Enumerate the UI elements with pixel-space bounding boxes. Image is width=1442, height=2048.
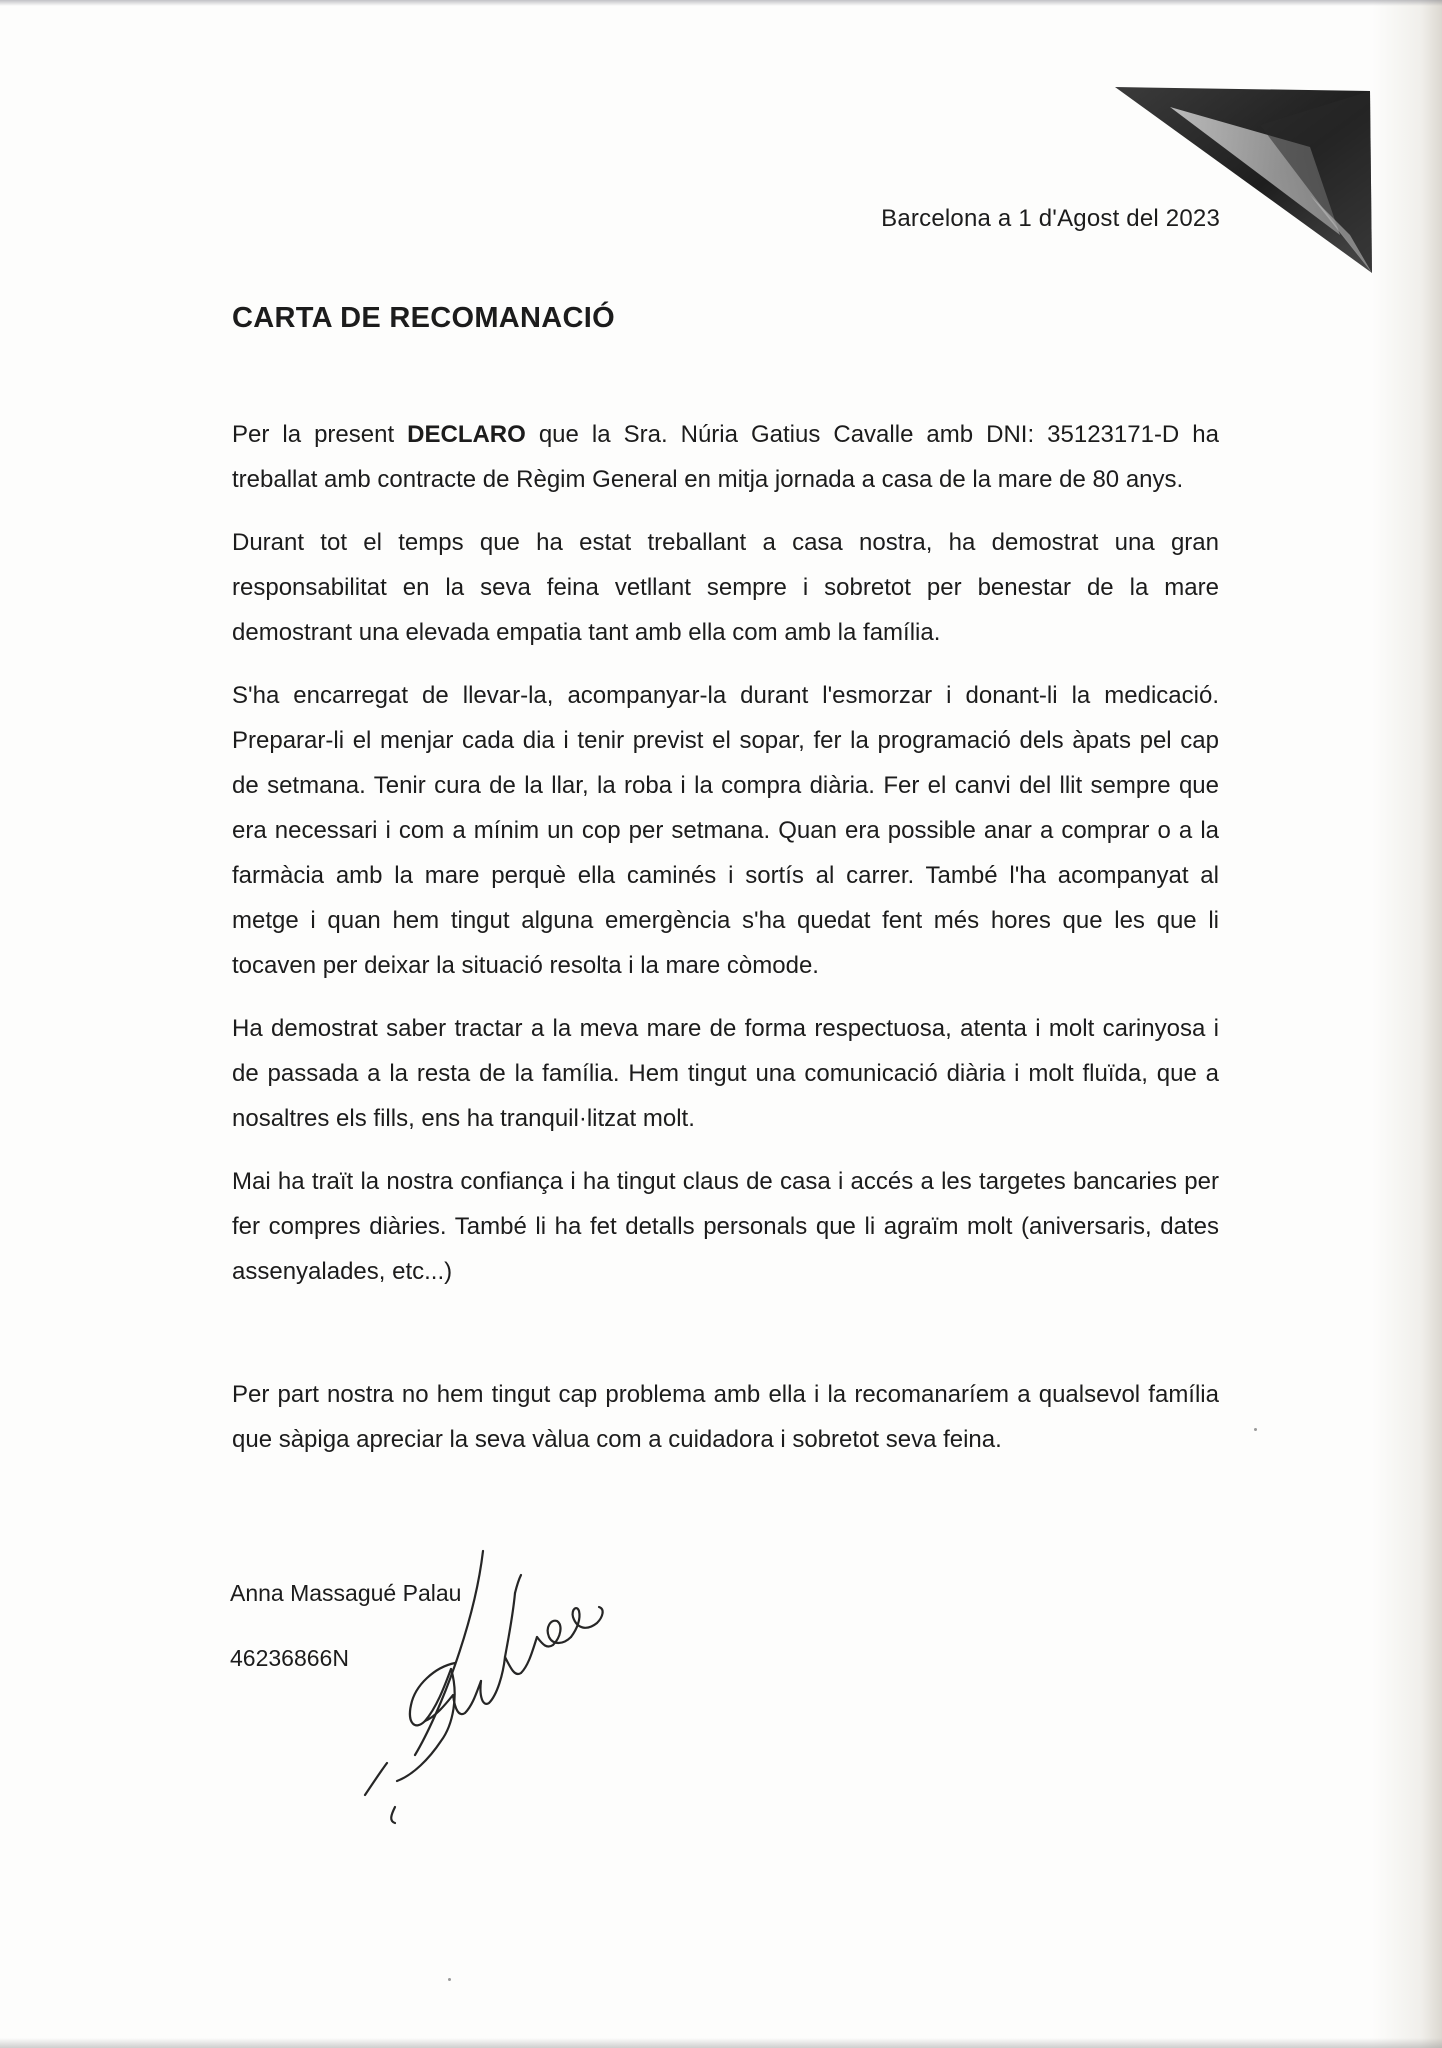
paragraph-declaration-rest: que la Sra. Núria Gatius Cavalle amb DNI: 35123171-D ha treballat amb contracte de Règim General en mitja jornada a casa de la mare de 80 anys. <box>232 421 1219 493</box>
paragraph-declaration <box>232 412 1219 502</box>
paragraph-duties: S'ha encarregat de llevar-la, acompanyar-la durant l'esmorzar i donant-li la medicació. Preparar-li el menjar cada dia i tenir previst el sopar, fer la programació dels àpats pel cap de setmana. Tenir cura de la llar, la roba i la compra diària. Fer el canvi del llit sempre que era necessari i com a mínim un cop per setmana. Quan era possible anar a comprar o a la farmàcia amb la mare perquè ella caminés i sortís al carrer. També l'ha acompanyat al metge i quan hem tingut alguna emergència s'ha quedat fent més hores que les que li tocaven per deixar la situació resolta i la mare còmode. <box>232 682 1219 979</box>
paragraph-trust: Mai ha traït la nostra confiança i ha tingut claus de casa i accés a les targetes bancaries per fer compres diàries. També li ha fet detalls personals que li agraïm molt (aniversaris, dates assenyalades, etc...) <box>232 1168 1219 1285</box>
paper-speck <box>1254 1428 1257 1431</box>
paragraph-treatment: Ha demostrat saber tractar a la meva mare de forma respectuosa, atenta i molt carinyosa i de passada a la resta de la família. Hem tingut una comunicació diària i molt fluïda, que a nosaltres els fills, ens ha tranquil·litzat molt. <box>232 1015 1219 1132</box>
paragraph-responsibility: Durant tot el temps que ha estat treballant a casa nostra, ha demostrat una gran responsabilitat en la seva feina vetllant sempre i sobretot per benestar de la mare demostrant una elevada empatia tant amb ella com amb la família. <box>232 529 1219 646</box>
signer-id: 46236866N <box>230 1645 349 1671</box>
paragraph-declaration-intro: Per la present <box>232 421 408 448</box>
letter-title: CARTA DE RECOMANACIÓ <box>232 302 615 334</box>
paragraph-recommendation: Per part nostra no hem tingut cap problema amb ella i la recomanaríem a qualsevol família que sàpiga apreciar la seva vàlua com a cuidadora i sobretot seva feina. <box>232 1381 1219 1453</box>
paper-top-edge <box>0 0 1442 6</box>
corner-logo-icon <box>1110 85 1375 275</box>
paper-speck <box>448 1978 451 1981</box>
letter-body <box>232 412 1219 1480</box>
date-line: Barcelona a 1 d'Agost del 2023 <box>881 205 1220 232</box>
signer-name: Anna Massagué Palau <box>230 1580 462 1606</box>
paper-edge-shadow <box>1372 0 1442 2048</box>
paper-bottom-edge <box>0 2038 1442 2048</box>
declaro-keyword: DECLARO <box>407 421 526 448</box>
signature-icon <box>355 1545 625 1825</box>
